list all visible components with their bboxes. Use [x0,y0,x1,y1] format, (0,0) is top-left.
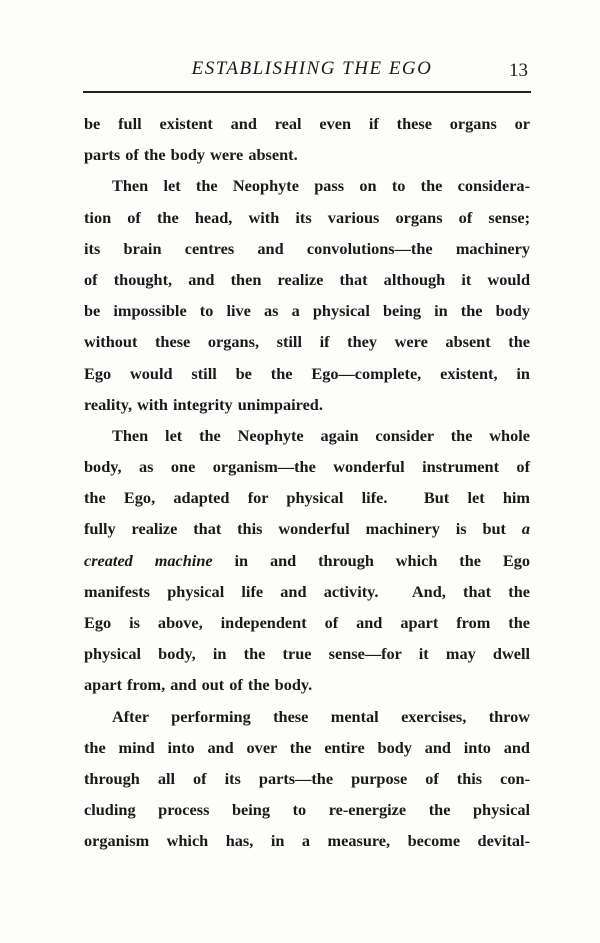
text-line [84,732,530,763]
body-text [84,108,530,857]
text-line [84,326,530,357]
text-line [84,763,530,794]
text-line [84,389,530,420]
text-line [84,451,530,482]
text-segment: its brain centres and convolutions—the machinery [84,238,530,258]
text-segment: in and through which the Ego [212,550,531,570]
text-line [84,701,530,732]
text-line [84,576,530,607]
text-line [84,482,530,513]
italic-text: a [521,519,530,539]
text-segment: be impossible to live as a physical being in the body [84,301,530,321]
text-segment: without these organs, still if they were absent the [84,332,530,352]
text-segment: the Ego, adapted for physical life. But let him [84,488,530,508]
text-segment: fully realize that this wonderful machinery is but [84,519,522,539]
text-line [84,264,530,295]
text-segment: apart from, and out of the body. [84,675,313,695]
text-line [84,825,530,856]
text-segment: After performing these mental exercises, throw [112,706,530,726]
text-line [84,420,530,451]
text-segment: Then let the Neophyte pass on to the considera- [112,176,530,196]
text-line [84,638,530,669]
text-segment: Ego would still be the Ego—complete, existent, in [84,363,530,383]
italic-text: created machine [84,550,213,570]
page-number: 13 [509,60,528,81]
text-segment: Ego is above, independent of and apart from the [84,613,530,632]
text-segment: organism which has, in a measure, become devital- [84,831,530,851]
text-segment: manifests physical life and activity. And, that the [84,581,530,601]
text-line [84,233,530,264]
text-line [84,794,530,825]
text-line [84,669,530,700]
text-line [84,358,530,389]
chapter-title: ESTABLISHING THE EGO [191,58,433,79]
text-segment: of thought, and then realize that although it would [84,269,530,289]
text-segment: reality, with integrity unimpaired. [84,394,323,414]
text-line [84,545,530,576]
text-line [84,513,530,544]
text-segment: through all of its parts—the purpose of this con- [84,768,530,788]
text-line [84,295,530,326]
text-segment: body, as one organism—the wonderful instrument of [84,457,530,477]
text-line [84,607,530,638]
text-line [84,202,530,233]
text-line [84,170,530,201]
text-segment: physical body, in the true sense—for it may dwell [84,644,530,664]
header-rule [83,91,531,93]
running-head [84,56,530,86]
text-line [84,108,530,139]
text-segment: Then let the Neophyte again consider the whole [112,425,530,445]
text-line [84,139,530,170]
text-segment: the mind into and over the entire body and into and [84,737,530,757]
text-segment: tion of the head, with its various organs of sense; [84,207,530,227]
text-segment: cluding process being to re-energize the physical [84,800,530,820]
text-segment: be full existent and real even if these organs or [84,114,530,133]
text-segment: parts of the body were absent. [84,145,298,165]
